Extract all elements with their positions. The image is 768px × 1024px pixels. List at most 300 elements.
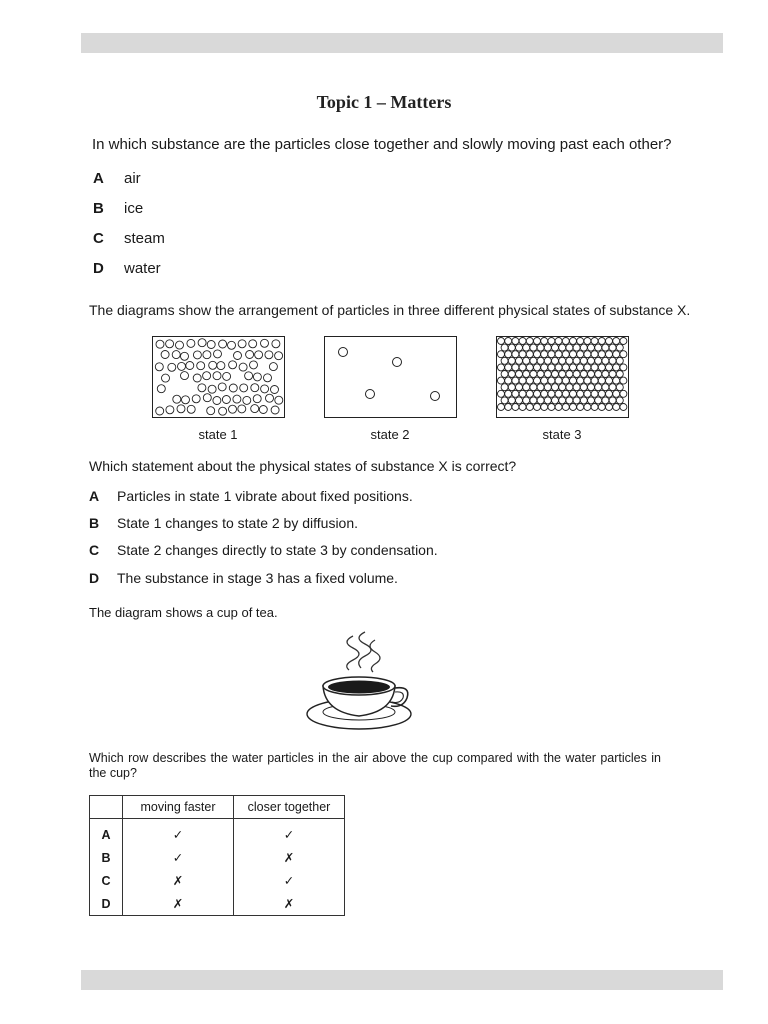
particle	[339, 348, 348, 357]
particle	[562, 390, 569, 397]
particle	[192, 395, 200, 403]
particle	[516, 357, 523, 364]
particle	[616, 344, 623, 351]
particle	[253, 395, 261, 403]
particle	[197, 362, 205, 370]
particle	[577, 404, 584, 411]
particle	[580, 357, 587, 364]
particle	[566, 371, 573, 378]
option-letter: A	[93, 170, 104, 187]
particle	[505, 377, 512, 384]
particle	[168, 363, 176, 371]
particle	[526, 338, 533, 345]
question-3-text: Which row describes the water particles in the air above the cup compared with the water particles in the cup?	[89, 751, 661, 780]
table-row[interactable]	[90, 819, 345, 847]
particle	[591, 404, 598, 411]
particle	[234, 352, 242, 360]
particle	[595, 384, 602, 391]
particle	[570, 390, 577, 397]
particle	[229, 405, 237, 413]
particle	[526, 404, 533, 411]
particle	[573, 344, 580, 351]
particle	[181, 372, 189, 380]
particle	[265, 351, 273, 359]
particle	[537, 371, 544, 378]
particle	[182, 396, 190, 404]
particle	[523, 344, 530, 351]
table-header-moving-faster: moving faster	[123, 796, 234, 819]
particle	[537, 344, 544, 351]
particle	[243, 396, 251, 404]
particle	[577, 364, 584, 371]
particle	[239, 363, 247, 371]
particle	[228, 341, 236, 349]
particle	[213, 397, 221, 405]
state-3-diagram	[496, 336, 629, 418]
answer-table	[89, 795, 345, 916]
particle	[238, 340, 246, 348]
particle	[498, 404, 505, 411]
particle	[616, 384, 623, 391]
particle	[229, 361, 237, 369]
particle	[161, 351, 169, 359]
particle	[501, 357, 508, 364]
particle	[616, 371, 623, 378]
table-row[interactable]	[90, 846, 345, 869]
cell-closer-together: ✗	[234, 846, 345, 869]
particle	[584, 377, 591, 384]
option-text: State 1 changes to state 2 by diffusion.	[117, 515, 359, 531]
particle	[537, 384, 544, 391]
particle	[606, 364, 613, 371]
particle	[203, 372, 211, 380]
state-3-label: state 3	[542, 427, 582, 442]
particle	[613, 364, 620, 371]
particle	[505, 351, 512, 358]
particle	[245, 372, 253, 380]
particle	[512, 338, 519, 345]
option-text: water	[124, 260, 161, 277]
particle	[602, 357, 609, 364]
particle	[207, 341, 215, 349]
particle	[580, 384, 587, 391]
particle	[218, 383, 226, 391]
cup-of-tea-illustration	[303, 628, 423, 743]
footer-band	[81, 970, 723, 990]
particle	[505, 390, 512, 397]
particle	[577, 390, 584, 397]
particle	[598, 390, 605, 397]
particle	[544, 384, 551, 391]
particle	[271, 386, 279, 394]
particle	[548, 364, 555, 371]
particle	[606, 338, 613, 345]
particle	[552, 384, 559, 391]
particle	[562, 404, 569, 411]
particle	[523, 397, 530, 404]
particle	[598, 377, 605, 384]
option-text: State 2 changes directly to state 3 by condensation.	[117, 542, 438, 558]
particle	[602, 397, 609, 404]
particle	[555, 377, 562, 384]
state-2-label: state 2	[370, 427, 410, 442]
row-label: B	[90, 846, 123, 869]
particle	[501, 384, 508, 391]
particle	[555, 390, 562, 397]
particle	[541, 404, 548, 411]
particle	[269, 363, 277, 371]
particle	[591, 351, 598, 358]
particle	[498, 377, 505, 384]
particle	[548, 351, 555, 358]
option-letter: D	[89, 570, 100, 586]
particle	[609, 357, 616, 364]
particle	[537, 357, 544, 364]
particle	[562, 338, 569, 345]
state-2-particles	[325, 337, 456, 417]
particle	[530, 371, 537, 378]
particle	[512, 377, 519, 384]
particle	[213, 372, 221, 380]
particle	[570, 338, 577, 345]
particle	[573, 384, 580, 391]
particle	[498, 364, 505, 371]
particle	[498, 351, 505, 358]
particle	[173, 395, 181, 403]
particle	[534, 377, 541, 384]
particle	[240, 384, 248, 392]
particle	[606, 404, 613, 411]
state-3-particles	[497, 337, 628, 417]
particle	[598, 404, 605, 411]
particle	[566, 397, 573, 404]
particle	[166, 406, 174, 414]
particle	[523, 384, 530, 391]
option-text: ice	[124, 200, 144, 217]
particle	[203, 351, 211, 359]
particle	[259, 406, 267, 414]
particle	[544, 344, 551, 351]
particle	[512, 351, 519, 358]
particle	[198, 339, 206, 347]
particle	[275, 396, 283, 404]
particle	[251, 384, 259, 392]
particle	[431, 392, 440, 401]
particle	[609, 371, 616, 378]
option-letter: C	[93, 230, 104, 247]
particle	[544, 371, 551, 378]
particle	[566, 344, 573, 351]
particle	[598, 364, 605, 371]
particle	[508, 371, 515, 378]
particle	[602, 371, 609, 378]
cell-moving-faster: ✓	[123, 819, 234, 847]
particle	[530, 397, 537, 404]
particle	[541, 377, 548, 384]
particle	[584, 390, 591, 397]
particle	[613, 338, 620, 345]
particle	[238, 405, 246, 413]
particle	[577, 351, 584, 358]
page-title: Topic 1 – Matters	[316, 92, 452, 112]
particle	[559, 371, 566, 378]
particle	[251, 405, 259, 413]
particle	[526, 351, 533, 358]
particle	[620, 364, 627, 371]
particle	[250, 361, 258, 369]
particle	[602, 384, 609, 391]
particle	[523, 371, 530, 378]
particle	[187, 405, 195, 413]
particle	[264, 374, 272, 382]
question-2-intro: The diagrams show the arrangement of particles in three different physical states of substance X.	[89, 302, 691, 318]
particle	[541, 390, 548, 397]
particle	[198, 384, 206, 392]
particle	[162, 374, 170, 382]
particle	[555, 404, 562, 411]
particle	[548, 338, 555, 345]
particle	[570, 364, 577, 371]
particle	[588, 357, 595, 364]
particle	[266, 394, 274, 402]
row-label: D	[90, 892, 123, 916]
particle	[588, 384, 595, 391]
particle	[534, 404, 541, 411]
particle	[566, 357, 573, 364]
particle	[519, 351, 526, 358]
particle	[505, 404, 512, 411]
particle	[516, 397, 523, 404]
particle	[577, 338, 584, 345]
particle	[606, 351, 613, 358]
particle	[588, 344, 595, 351]
particle	[156, 407, 164, 415]
option-letter: D	[93, 260, 104, 277]
table-header-closer-together: closer together	[234, 796, 345, 819]
cup-icon	[303, 628, 423, 738]
particle	[505, 338, 512, 345]
option-text: air	[124, 170, 141, 187]
particle	[219, 340, 227, 348]
particle	[155, 363, 163, 371]
particle	[534, 390, 541, 397]
particle	[588, 397, 595, 404]
particle	[548, 404, 555, 411]
particle	[548, 377, 555, 384]
particle	[595, 357, 602, 364]
particle	[261, 385, 269, 393]
particle	[530, 344, 537, 351]
particle	[591, 377, 598, 384]
table-header-blank	[90, 796, 123, 819]
particle	[272, 340, 280, 348]
cell-closer-together: ✓	[234, 819, 345, 847]
particle	[186, 362, 194, 370]
particle	[172, 351, 180, 359]
particle	[501, 371, 508, 378]
question-2-text: Which statement about the physical states of substance X is correct?	[89, 458, 517, 474]
particle	[208, 385, 216, 393]
particle	[591, 338, 598, 345]
particle	[501, 397, 508, 404]
particle	[580, 397, 587, 404]
particle	[616, 357, 623, 364]
option-letter: C	[89, 542, 100, 558]
particle	[562, 377, 569, 384]
particle	[534, 351, 541, 358]
particle	[534, 338, 541, 345]
header-band	[81, 33, 723, 53]
particle	[595, 371, 602, 378]
particle	[512, 390, 519, 397]
particle	[534, 364, 541, 371]
particle	[602, 344, 609, 351]
particle	[570, 377, 577, 384]
particle	[516, 371, 523, 378]
particle	[222, 396, 230, 404]
particle	[519, 364, 526, 371]
table-row[interactable]	[90, 869, 345, 892]
particle	[552, 397, 559, 404]
particle	[508, 384, 515, 391]
state-1-particles	[153, 337, 284, 417]
particle	[616, 397, 623, 404]
particle	[613, 377, 620, 384]
particle	[620, 377, 627, 384]
particle	[501, 344, 508, 351]
cell-moving-faster: ✓	[123, 846, 234, 869]
particle	[166, 340, 174, 348]
particle	[498, 390, 505, 397]
particle	[537, 397, 544, 404]
particle	[498, 338, 505, 345]
particle	[530, 384, 537, 391]
state-2-diagram	[324, 336, 457, 418]
particle	[570, 404, 577, 411]
particle	[508, 357, 515, 364]
cell-moving-faster: ✗	[123, 892, 234, 916]
particle	[181, 352, 189, 360]
particle	[613, 390, 620, 397]
option-text: The substance in stage 3 has a fixed volume.	[117, 570, 398, 586]
particle	[217, 362, 225, 370]
state-1-label: state 1	[198, 427, 238, 442]
particle	[519, 390, 526, 397]
particle	[595, 344, 602, 351]
particle	[595, 397, 602, 404]
particle	[620, 351, 627, 358]
particle	[526, 364, 533, 371]
particle	[555, 351, 562, 358]
particle	[229, 384, 237, 392]
particle	[598, 351, 605, 358]
particle	[193, 351, 201, 359]
particle	[178, 362, 186, 370]
particle	[275, 352, 283, 360]
cell-closer-together: ✗	[234, 892, 345, 916]
cell-moving-faster: ✗	[123, 869, 234, 892]
particle	[203, 394, 211, 402]
particle	[516, 344, 523, 351]
particle	[552, 357, 559, 364]
particle	[609, 344, 616, 351]
particle	[214, 350, 222, 358]
particle	[552, 344, 559, 351]
particle	[176, 341, 184, 349]
particle	[516, 384, 523, 391]
table-row[interactable]	[90, 892, 345, 916]
particle	[613, 404, 620, 411]
particle	[253, 373, 261, 381]
particle	[177, 405, 185, 413]
particle	[555, 364, 562, 371]
particle	[613, 351, 620, 358]
option-letter: A	[89, 488, 100, 504]
particle	[544, 357, 551, 364]
particle	[562, 351, 569, 358]
particle	[233, 395, 241, 403]
particle	[512, 364, 519, 371]
particle	[598, 338, 605, 345]
particle	[562, 364, 569, 371]
row-label: C	[90, 869, 123, 892]
particle	[584, 351, 591, 358]
particle	[255, 351, 263, 359]
particle	[559, 357, 566, 364]
particle	[591, 364, 598, 371]
particle	[541, 351, 548, 358]
particle	[559, 384, 566, 391]
particle	[606, 390, 613, 397]
particle	[580, 371, 587, 378]
particle	[271, 406, 279, 414]
particle	[393, 358, 402, 367]
particle	[620, 390, 627, 397]
particle	[588, 371, 595, 378]
particle	[584, 364, 591, 371]
particle	[573, 357, 580, 364]
particle	[548, 390, 555, 397]
particle	[573, 371, 580, 378]
particle	[505, 364, 512, 371]
particle	[523, 357, 530, 364]
particle	[223, 372, 231, 380]
particle	[566, 384, 573, 391]
row-label: A	[90, 819, 123, 847]
particle	[606, 377, 613, 384]
particle	[584, 338, 591, 345]
particle	[620, 404, 627, 411]
particle	[526, 377, 533, 384]
particle	[261, 339, 269, 347]
state-1-diagram	[152, 336, 285, 418]
option-letter: B	[89, 515, 100, 531]
question-3-intro: The diagram shows a cup of tea.	[89, 605, 278, 620]
particle	[530, 357, 537, 364]
particle	[156, 340, 164, 348]
particle	[219, 407, 227, 415]
particle	[519, 404, 526, 411]
particle	[577, 377, 584, 384]
particle	[570, 351, 577, 358]
particle	[157, 385, 165, 393]
option-letter: B	[93, 200, 104, 217]
particle	[366, 390, 375, 399]
particle	[591, 390, 598, 397]
particle	[187, 339, 195, 347]
particle	[209, 361, 217, 369]
particle	[519, 377, 526, 384]
